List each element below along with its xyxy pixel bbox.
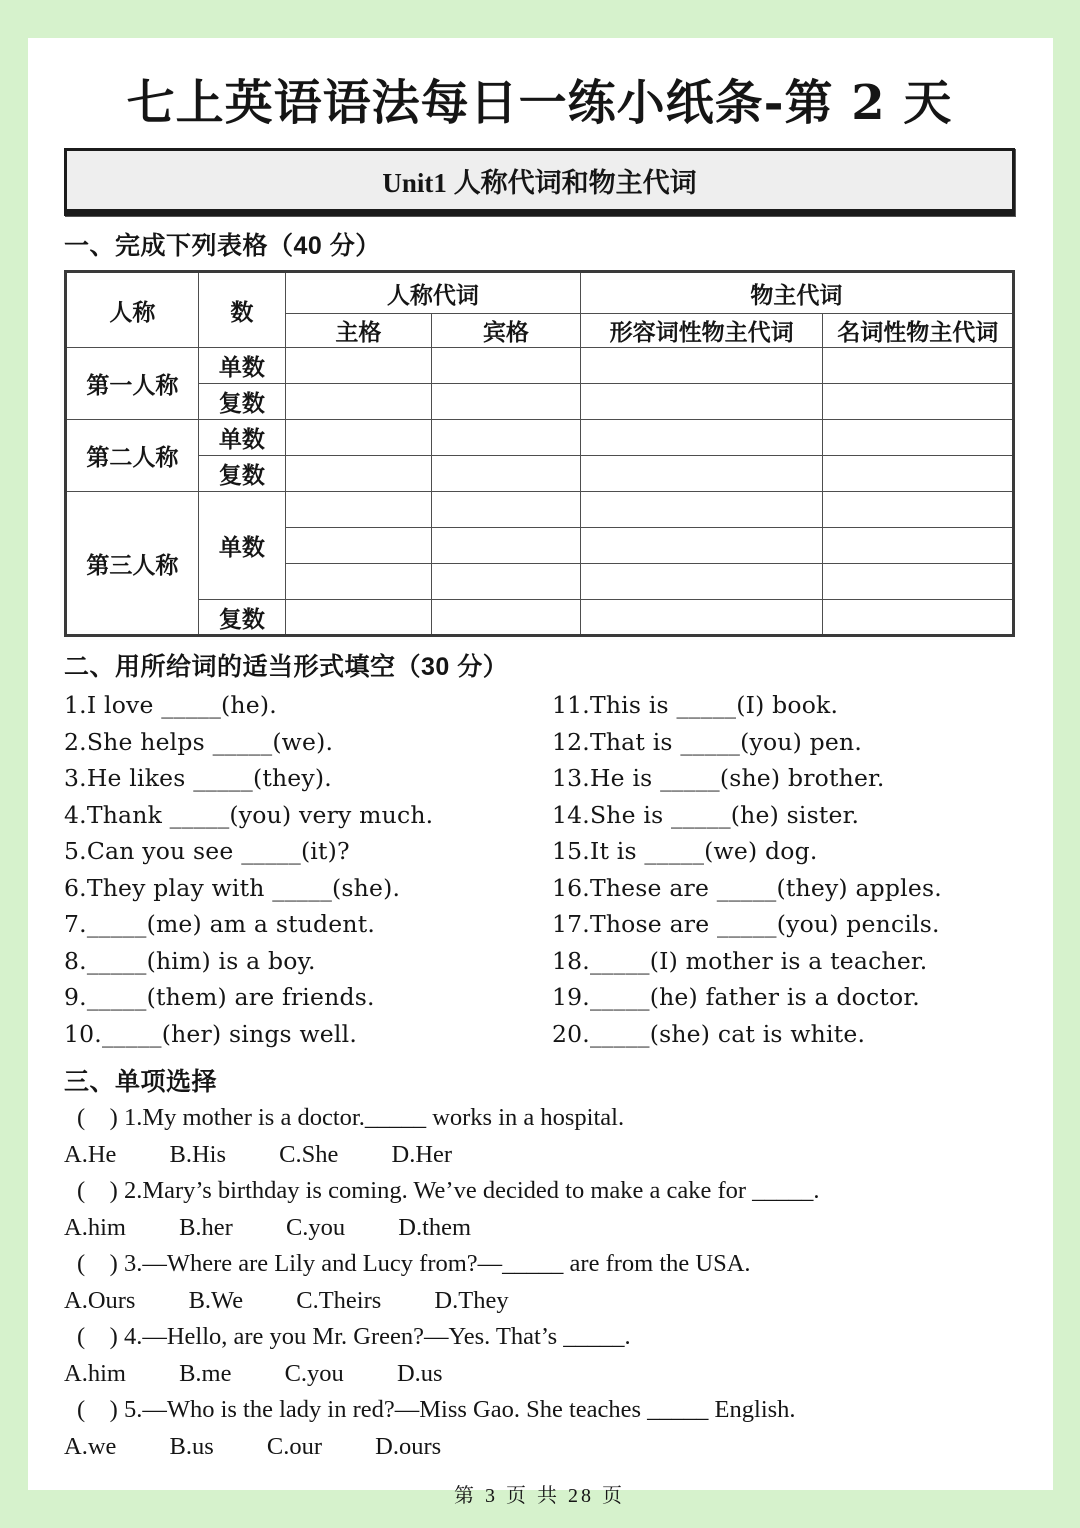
- section3-heading: 三、单项选择: [64, 1068, 218, 1096]
- mc-options-row: [64, 1356, 1015, 1393]
- fill-item: 3.He likes _____(they).: [64, 764, 332, 792]
- mc-option: D.ours: [375, 1432, 442, 1460]
- mc-question-stem: ( ) 4.—Hello, are you Mr. Green?—Yes. That’s _____.: [77, 1323, 631, 1350]
- mc-option: A.Ours: [64, 1286, 136, 1314]
- th-nominal-possessive: 名词性物主代词: [823, 314, 1014, 348]
- worksheet-page: [28, 38, 1053, 1507]
- answer-blank-cell: [580, 528, 823, 564]
- unit-banner-text: Unit1 人称代词和物主代词: [382, 167, 697, 198]
- row-label-second-person: 第二人称: [66, 420, 199, 492]
- answer-blank-cell: [580, 348, 823, 384]
- answer-blank-cell: [285, 420, 431, 456]
- unit-banner: [64, 148, 1015, 216]
- answer-blank-cell: [285, 384, 431, 420]
- cell-singular-label: 单数: [198, 420, 285, 456]
- fill-item: 5.Can you see _____(it)?: [64, 837, 350, 865]
- fill-item: 15.It is _____(we) dog.: [552, 837, 818, 865]
- mc-question-stem: ( ) 2.Mary’s birthday is coming. We’ve decided to make a cake for _____.: [77, 1177, 820, 1204]
- fill-left-column: [64, 687, 552, 1052]
- mc-question: [64, 1100, 1015, 1173]
- fill-item: 18._____(I) mother is a teacher.: [552, 946, 928, 975]
- answer-blank-cell: [823, 492, 1014, 528]
- answer-blank-cell: [431, 456, 580, 492]
- mc-option: B.us: [169, 1432, 214, 1460]
- fill-item: 14.She is _____(he) sister.: [552, 800, 860, 829]
- cell-plural-label: 复数: [198, 384, 285, 420]
- mc-options-row: [64, 1429, 1015, 1466]
- fill-item: 2.She helps _____(we).: [64, 727, 334, 756]
- cell-singular-label: 单数: [198, 348, 285, 384]
- fill-item: 1.I love _____(he).: [64, 691, 277, 719]
- mc-option: A.him: [64, 1359, 126, 1387]
- th-number: 数: [198, 272, 285, 348]
- answer-blank-cell: [580, 564, 823, 600]
- fill-item: 7._____(me) am a student.: [64, 910, 376, 938]
- answer-blank-cell: [285, 492, 431, 528]
- answer-blank-cell: [823, 384, 1014, 420]
- mc-question: [64, 1246, 1015, 1319]
- answer-blank-cell: [431, 492, 580, 528]
- answer-blank-cell: [285, 528, 431, 564]
- pronoun-table: [64, 270, 1015, 637]
- mc-question: [64, 1392, 1015, 1465]
- answer-blank-cell: [285, 348, 431, 384]
- fill-item: 10._____(her) sings well.: [64, 1019, 358, 1048]
- mc-option: A.we: [64, 1432, 117, 1460]
- fill-item: 17.Those are _____(you) pencils.: [552, 910, 940, 938]
- mc-option: C.our: [266, 1432, 323, 1460]
- mc-option: A.He: [64, 1140, 117, 1168]
- th-objective-case: 宾格: [431, 314, 580, 348]
- answer-blank-cell: [580, 384, 823, 420]
- fill-item: 13.He is _____(she) brother.: [552, 764, 885, 792]
- mc-options-row: [64, 1210, 1015, 1247]
- mc-options-row: [64, 1283, 1015, 1320]
- answer-blank-cell: [823, 456, 1014, 492]
- mc-option: C.you: [285, 1213, 346, 1241]
- answer-blank-cell: [431, 384, 580, 420]
- fill-item: 9._____(them) are friends.: [64, 983, 375, 1011]
- answer-blank-cell: [580, 492, 823, 528]
- mc-option: D.They: [434, 1286, 509, 1314]
- page-footer: 第 3 页 共 28 页: [454, 1485, 625, 1507]
- answer-blank-cell: [580, 456, 823, 492]
- mc-option: B.We: [188, 1286, 244, 1314]
- fill-item: 8._____(him) is a boy.: [64, 946, 316, 975]
- answer-blank-cell: [285, 564, 431, 600]
- section1-heading: 一、完成下列表格（40 分）: [64, 232, 381, 260]
- mc-question-stem: ( ) 5.—Who is the lady in red?—Miss Gao. She teaches _____ English.: [77, 1396, 796, 1423]
- fill-item: 20._____(she) cat is white.: [552, 1019, 866, 1048]
- answer-blank-cell: [823, 600, 1014, 636]
- section2-heading: 二、用所给词的适当形式填空（30 分）: [64, 653, 509, 681]
- answer-blank-cell: [823, 564, 1014, 600]
- answer-blank-cell: [823, 528, 1014, 564]
- answer-blank-cell: [431, 600, 580, 636]
- fill-in-grid: [64, 687, 1015, 1052]
- answer-blank-cell: [823, 348, 1014, 384]
- answer-blank-cell: [823, 420, 1014, 456]
- mc-option: B.her: [179, 1213, 233, 1241]
- page-title: 七上英语语法每日一练小纸条-第 2 天: [126, 75, 953, 131]
- mc-options-row: [64, 1137, 1015, 1174]
- mc-question: [64, 1319, 1015, 1392]
- th-adjectival-possessive: 形容词性物主代词: [580, 314, 823, 348]
- row-label-first-person: 第一人称: [66, 348, 199, 420]
- fill-item: 12.That is _____(you) pen.: [552, 727, 863, 756]
- fill-right-column: [552, 687, 1015, 1052]
- fill-item: 16.These are _____(they) apples.: [552, 873, 942, 902]
- mc-option: D.Her: [391, 1140, 453, 1168]
- answer-blank-cell: [285, 456, 431, 492]
- th-person: 人称: [66, 272, 199, 348]
- answer-blank-cell: [431, 348, 580, 384]
- fill-item: 19._____(he) father is a doctor.: [552, 983, 920, 1011]
- fill-item: 11.This is _____(I) book.: [552, 691, 839, 719]
- mc-option: B.me: [179, 1359, 232, 1387]
- row-label-third-person: 第三人称: [66, 492, 199, 636]
- mc-question-stem: ( ) 3.—Where are Lily and Lucy from?—_____ are from the USA.: [77, 1250, 751, 1277]
- th-subjective-case: 主格: [285, 314, 431, 348]
- mc-question-stem: ( ) 1.My mother is a doctor._____ works in a hospital.: [77, 1104, 625, 1131]
- fill-item: 4.Thank _____(you) very much.: [64, 800, 434, 829]
- fill-item: 6.They play with _____(she).: [64, 873, 401, 902]
- mc-option: B.His: [169, 1140, 227, 1168]
- th-possessive-pronouns: 物主代词: [580, 272, 1013, 314]
- answer-blank-cell: [431, 564, 580, 600]
- answer-blank-cell: [580, 420, 823, 456]
- cell-singular-label: 单数: [198, 492, 285, 600]
- th-personal-pronouns: 人称代词: [285, 272, 580, 314]
- mc-option: D.them: [398, 1213, 472, 1241]
- answer-blank-cell: [580, 600, 823, 636]
- mc-option: C.She: [279, 1140, 339, 1168]
- cell-plural-label: 复数: [198, 456, 285, 492]
- mc-option: C.you: [284, 1359, 344, 1387]
- answer-blank-cell: [431, 528, 580, 564]
- multiple-choice-block: [64, 1100, 1015, 1465]
- mc-option: C.Theirs: [296, 1286, 382, 1314]
- answer-blank-cell: [431, 420, 580, 456]
- cell-plural-label: 复数: [198, 600, 285, 636]
- mc-option: D.us: [396, 1359, 443, 1387]
- answer-blank-cell: [285, 600, 431, 636]
- mc-question: [64, 1173, 1015, 1246]
- mc-option: A.him: [64, 1213, 126, 1241]
